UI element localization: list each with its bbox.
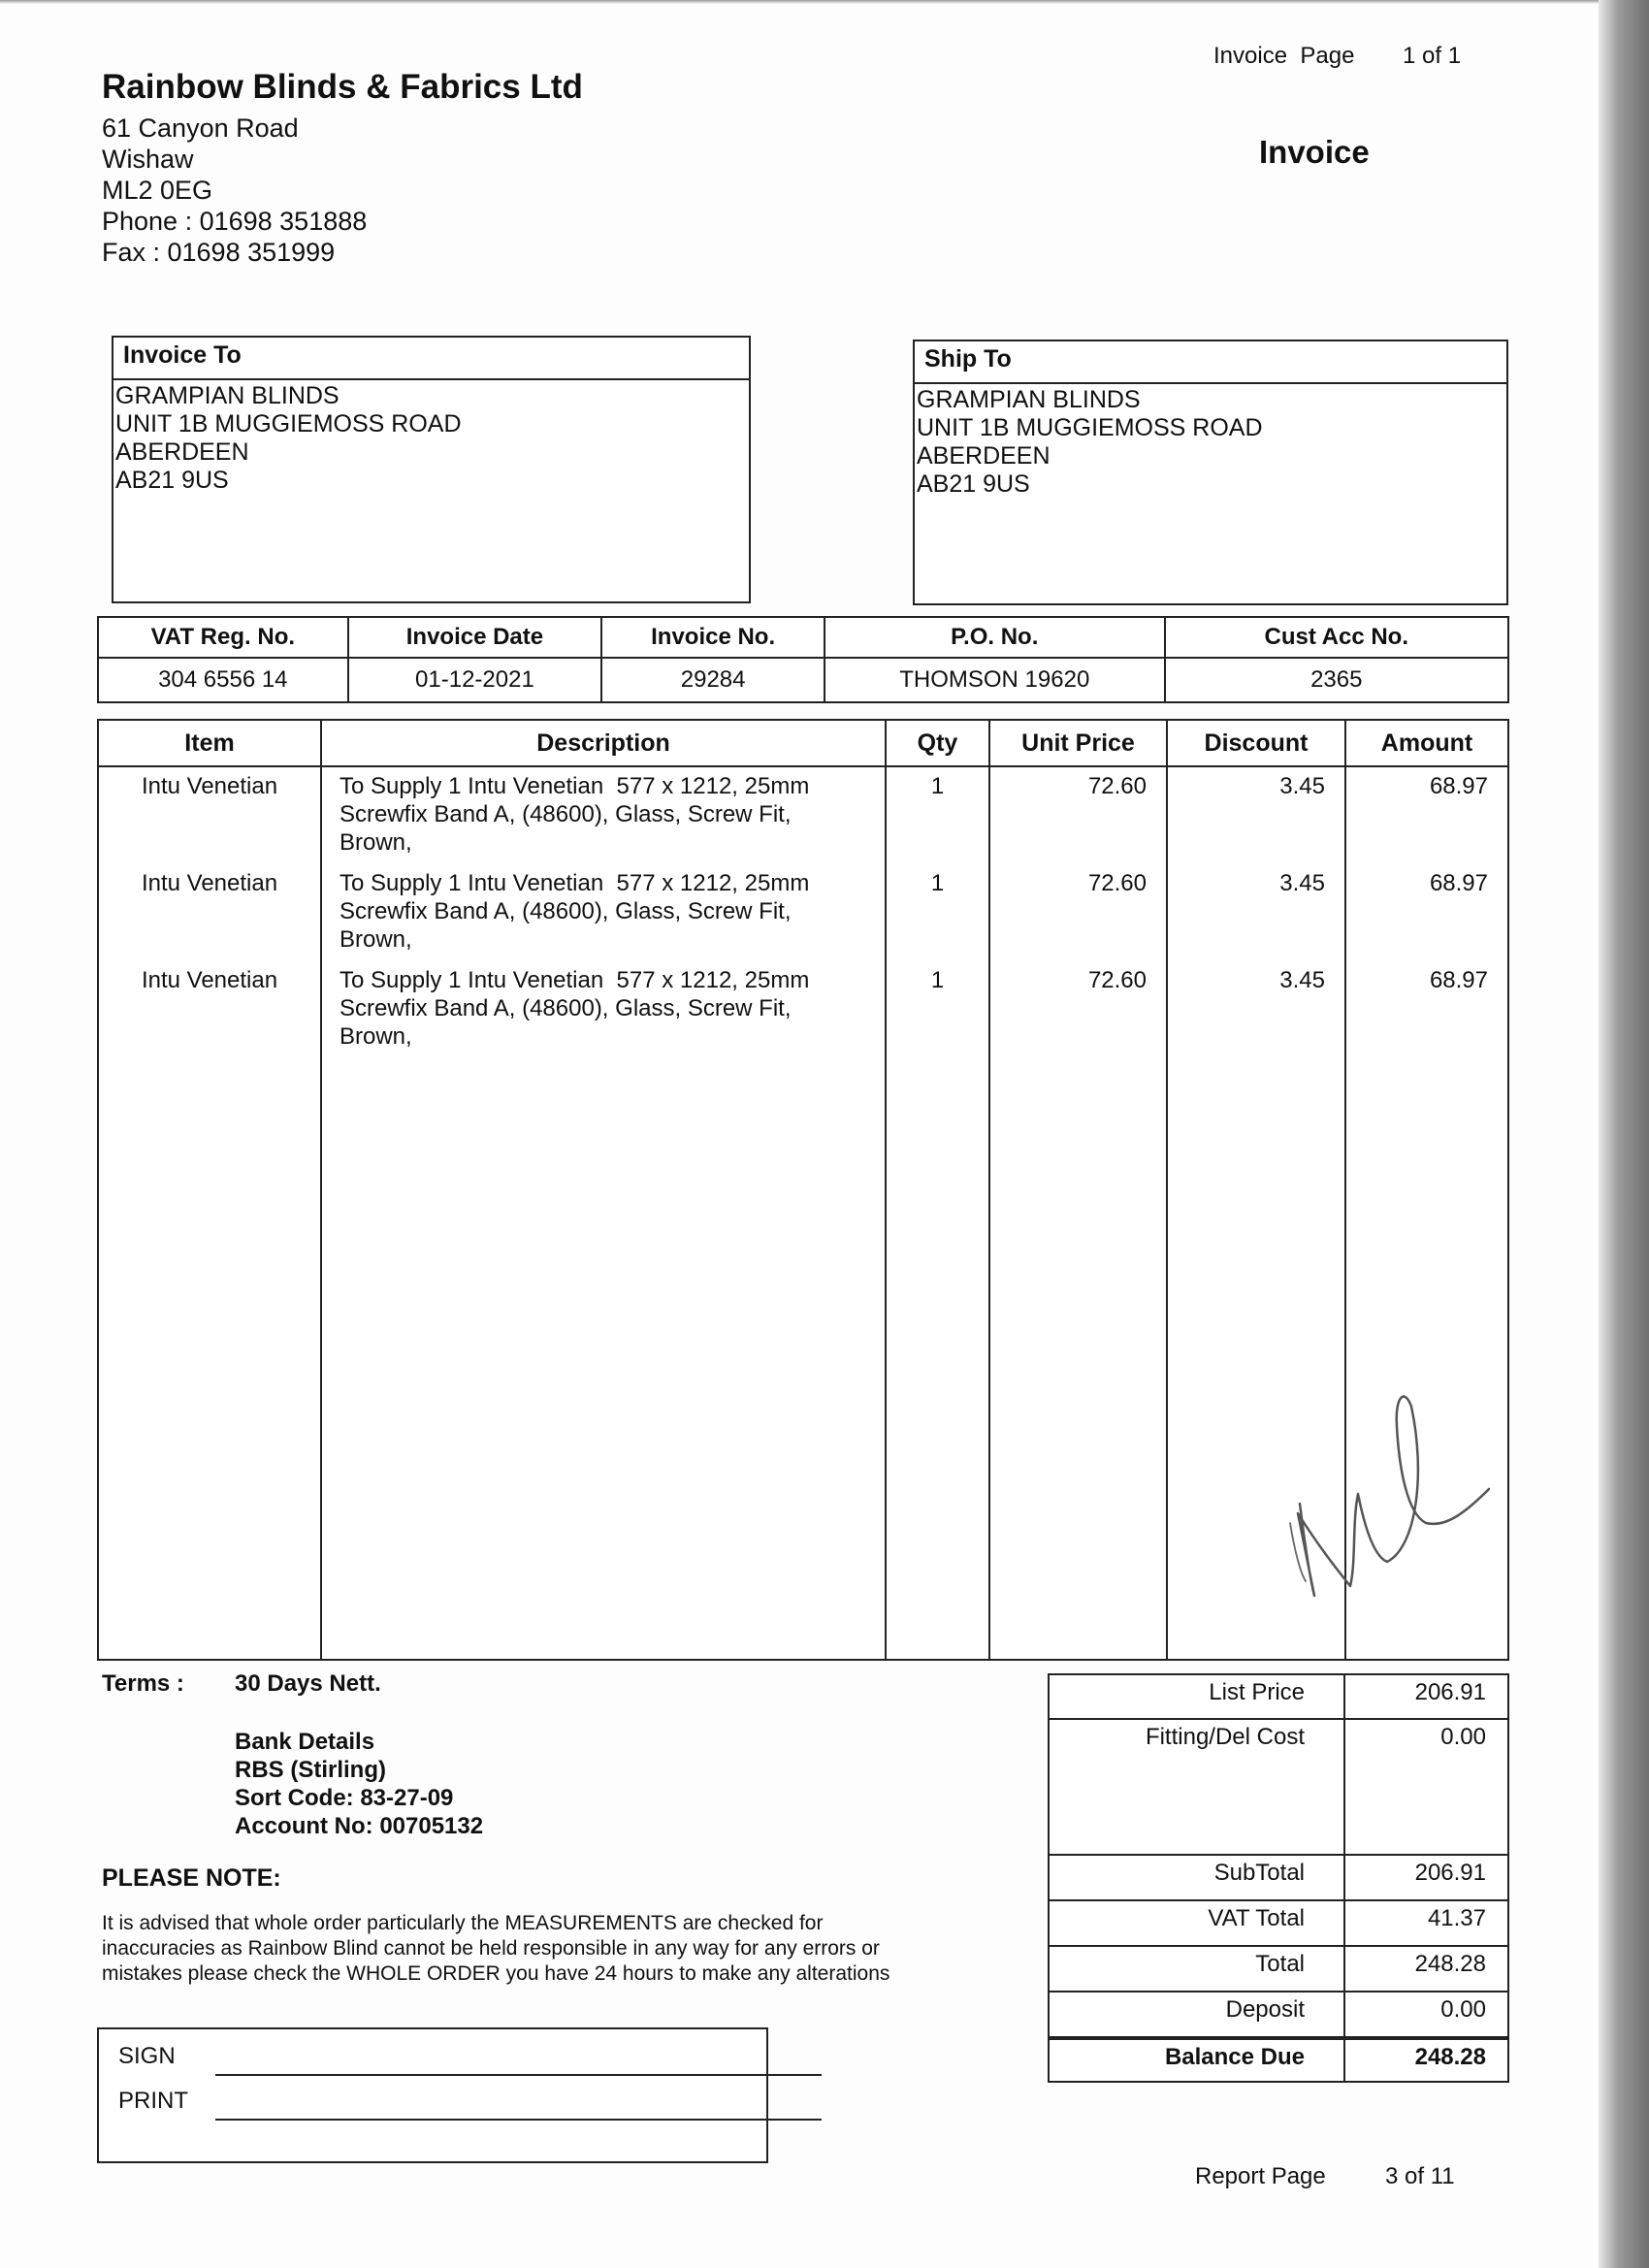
page-number: 1 of 1 bbox=[1403, 43, 1462, 69]
total-row bbox=[1050, 1947, 1507, 1993]
row-1-discount: 3.45 bbox=[1279, 773, 1325, 799]
print-line[interactable] bbox=[215, 2119, 822, 2121]
amount-header: Amount bbox=[1380, 729, 1473, 757]
bank-name: RBS (Stirling) bbox=[235, 1757, 386, 1783]
fax: Fax : 01698 351999 bbox=[102, 238, 336, 267]
fitting-row bbox=[1050, 1720, 1507, 1856]
ship-to-line: UNIT 1B MUGGIEMOSS ROAD bbox=[917, 414, 1263, 441]
list-price-label: List Price bbox=[1209, 1679, 1305, 1705]
invoice-to-line: ABERDEEN bbox=[115, 438, 249, 466]
note-line: mistakes please check the WHOLE ORDER you have 24 hours to make any alterations bbox=[102, 1962, 890, 1985]
cust-acc-value: 2365 bbox=[1165, 658, 1508, 702]
account-number: Account No: 00705132 bbox=[235, 1813, 484, 1839]
phone: Phone : 01698 351888 bbox=[102, 207, 368, 236]
invoice-date-header: Invoice Date bbox=[348, 617, 602, 658]
description-line: Brown, bbox=[340, 926, 412, 953]
item-header: Item bbox=[184, 729, 235, 757]
row-1-description bbox=[340, 772, 883, 857]
fitting-value: 0.00 bbox=[1440, 1724, 1486, 1750]
address-line-2: Wishaw bbox=[102, 145, 194, 174]
column-divider bbox=[885, 721, 887, 1659]
description-line: Screwfix Band A, (48600), Glass, Screw Fit, bbox=[340, 801, 792, 827]
balance-value: 248.28 bbox=[1414, 2044, 1486, 2070]
items-header-divider bbox=[99, 765, 1507, 767]
description-line: Brown, bbox=[340, 829, 412, 856]
ship-to-line: ABERDEEN bbox=[917, 442, 1051, 470]
balance-label: Balance Due bbox=[1164, 2044, 1305, 2070]
balance-row bbox=[1050, 2038, 1507, 2081]
row-2-description bbox=[340, 869, 883, 954]
subtotal-row bbox=[1050, 1856, 1507, 1901]
row-1-item: Intu Venetian bbox=[141, 773, 278, 799]
address-line-1: 61 Canyon Road bbox=[102, 113, 299, 143]
row-2-unit-price: 72.60 bbox=[1087, 870, 1147, 896]
subtotal-value: 206.91 bbox=[1414, 1860, 1486, 1886]
please-note-title: PLEASE NOTE: bbox=[102, 1864, 281, 1892]
scan-edge-top bbox=[0, 0, 1599, 4]
ship-to-address bbox=[915, 384, 1506, 501]
column-divider bbox=[1166, 721, 1168, 1659]
deposit-label: Deposit bbox=[1225, 1996, 1305, 2023]
total-value: 248.28 bbox=[1414, 1951, 1486, 1977]
invoice-to-line: AB21 9US bbox=[115, 467, 229, 494]
row-2-discount: 3.45 bbox=[1279, 870, 1325, 896]
vat-value: 41.37 bbox=[1427, 1905, 1486, 1931]
discount-header: Discount bbox=[1204, 729, 1309, 757]
report-page-label: Report Page bbox=[1195, 2163, 1326, 2189]
invoice-no-header: Invoice No. bbox=[601, 617, 824, 658]
description-line: To Supply 1 Intu Venetian 577 x 1212, 25mm bbox=[340, 967, 810, 993]
column-divider bbox=[988, 721, 990, 1659]
row-1-qty: 1 bbox=[930, 773, 945, 799]
row-3-unit-price: 72.60 bbox=[1087, 967, 1147, 993]
row-2-amount: 68.97 bbox=[1429, 870, 1488, 896]
fitting-label: Fitting/Del Cost bbox=[1145, 1724, 1305, 1750]
row-2-item: Intu Venetian bbox=[141, 870, 278, 896]
row-3-qty: 1 bbox=[930, 967, 945, 993]
ship-to-line: AB21 9US bbox=[917, 470, 1030, 498]
deposit-value: 0.00 bbox=[1440, 1996, 1486, 2023]
list-price-row bbox=[1050, 1675, 1507, 1720]
invoice-info-table bbox=[97, 616, 1509, 703]
page-label: Invoice Page bbox=[1213, 43, 1355, 69]
company-name: Rainbow Blinds & Fabrics Ltd bbox=[102, 68, 583, 106]
address-line-3: ML2 0EG bbox=[102, 176, 213, 205]
invoice-to-box bbox=[112, 336, 751, 603]
deposit-row bbox=[1050, 1993, 1507, 2038]
document-title: Invoice bbox=[1259, 134, 1370, 170]
row-2-qty: 1 bbox=[930, 870, 945, 896]
note-line: It is advised that whole order particularly the MEASUREMENTS are checked for bbox=[102, 1912, 824, 1934]
totals-table bbox=[1048, 1673, 1509, 2083]
invoice-to-label: Invoice To bbox=[113, 338, 749, 380]
invoice-to-address bbox=[113, 380, 749, 497]
sign-print-box bbox=[97, 2027, 768, 2163]
description-line: Screwfix Band A, (48600), Glass, Screw Fit, bbox=[340, 995, 792, 1021]
cust-acc-header: Cust Acc No. bbox=[1165, 617, 1508, 658]
invoice-no-value: 29284 bbox=[601, 658, 824, 702]
unit-price-header: Unit Price bbox=[1021, 729, 1135, 757]
column-divider bbox=[320, 721, 322, 1659]
po-no-value: THOMSON 19620 bbox=[824, 658, 1165, 702]
invoice-date-value: 01-12-2021 bbox=[348, 658, 602, 702]
subtotal-label: SubTotal bbox=[1213, 1860, 1305, 1886]
row-3-item: Intu Venetian bbox=[141, 967, 278, 993]
row-3-amount: 68.97 bbox=[1429, 967, 1488, 993]
description-line: To Supply 1 Intu Venetian 577 x 1212, 25mm bbox=[340, 773, 810, 799]
please-note-text bbox=[102, 1911, 994, 1987]
sort-code: Sort Code: 83-27-09 bbox=[235, 1785, 454, 1811]
scan-edge-right bbox=[1599, 0, 1649, 2268]
handwritten-signature bbox=[1280, 1377, 1494, 1610]
sign-line[interactable] bbox=[215, 2074, 822, 2076]
terms-label: Terms : bbox=[102, 1670, 184, 1697]
qty-header: Qty bbox=[917, 729, 958, 757]
vat-reg-value: 304 6556 14 bbox=[98, 658, 348, 702]
ship-to-box bbox=[913, 340, 1508, 605]
row-3-description bbox=[340, 966, 883, 1051]
list-price-value: 206.91 bbox=[1414, 1679, 1486, 1705]
bank-details-heading: Bank Details bbox=[235, 1729, 375, 1755]
description-line: To Supply 1 Intu Venetian 577 x 1212, 25mm bbox=[340, 870, 810, 896]
sign-label: SIGN bbox=[118, 2043, 176, 2069]
ship-to-label: Ship To bbox=[915, 341, 1506, 384]
report-page-number: 3 of 11 bbox=[1385, 2163, 1455, 2189]
description-line: Brown, bbox=[340, 1023, 412, 1050]
print-label: PRINT bbox=[118, 2088, 188, 2114]
note-line: inaccuracies as Rainbow Blind cannot be held responsible in any way for any errors or bbox=[102, 1937, 880, 1960]
row-1-amount: 68.97 bbox=[1429, 773, 1488, 799]
ship-to-line: GRAMPIAN BLINDS bbox=[917, 386, 1141, 413]
vat-label: VAT Total bbox=[1208, 1905, 1305, 1931]
po-no-header: P.O. No. bbox=[824, 617, 1165, 658]
terms-value: 30 Days Nett. bbox=[235, 1670, 381, 1697]
invoice-to-line: GRAMPIAN BLINDS bbox=[115, 382, 340, 409]
row-3-discount: 3.45 bbox=[1279, 967, 1325, 993]
invoice-to-line: UNIT 1B MUGGIEMOSS ROAD bbox=[115, 410, 462, 437]
vat-reg-header: VAT Reg. No. bbox=[98, 617, 348, 658]
total-label: Total bbox=[1255, 1951, 1305, 1977]
description-line: Screwfix Band A, (48600), Glass, Screw Fit, bbox=[340, 898, 792, 924]
row-1-unit-price: 72.60 bbox=[1087, 773, 1147, 799]
vat-row bbox=[1050, 1901, 1507, 1947]
description-header: Description bbox=[536, 729, 670, 757]
